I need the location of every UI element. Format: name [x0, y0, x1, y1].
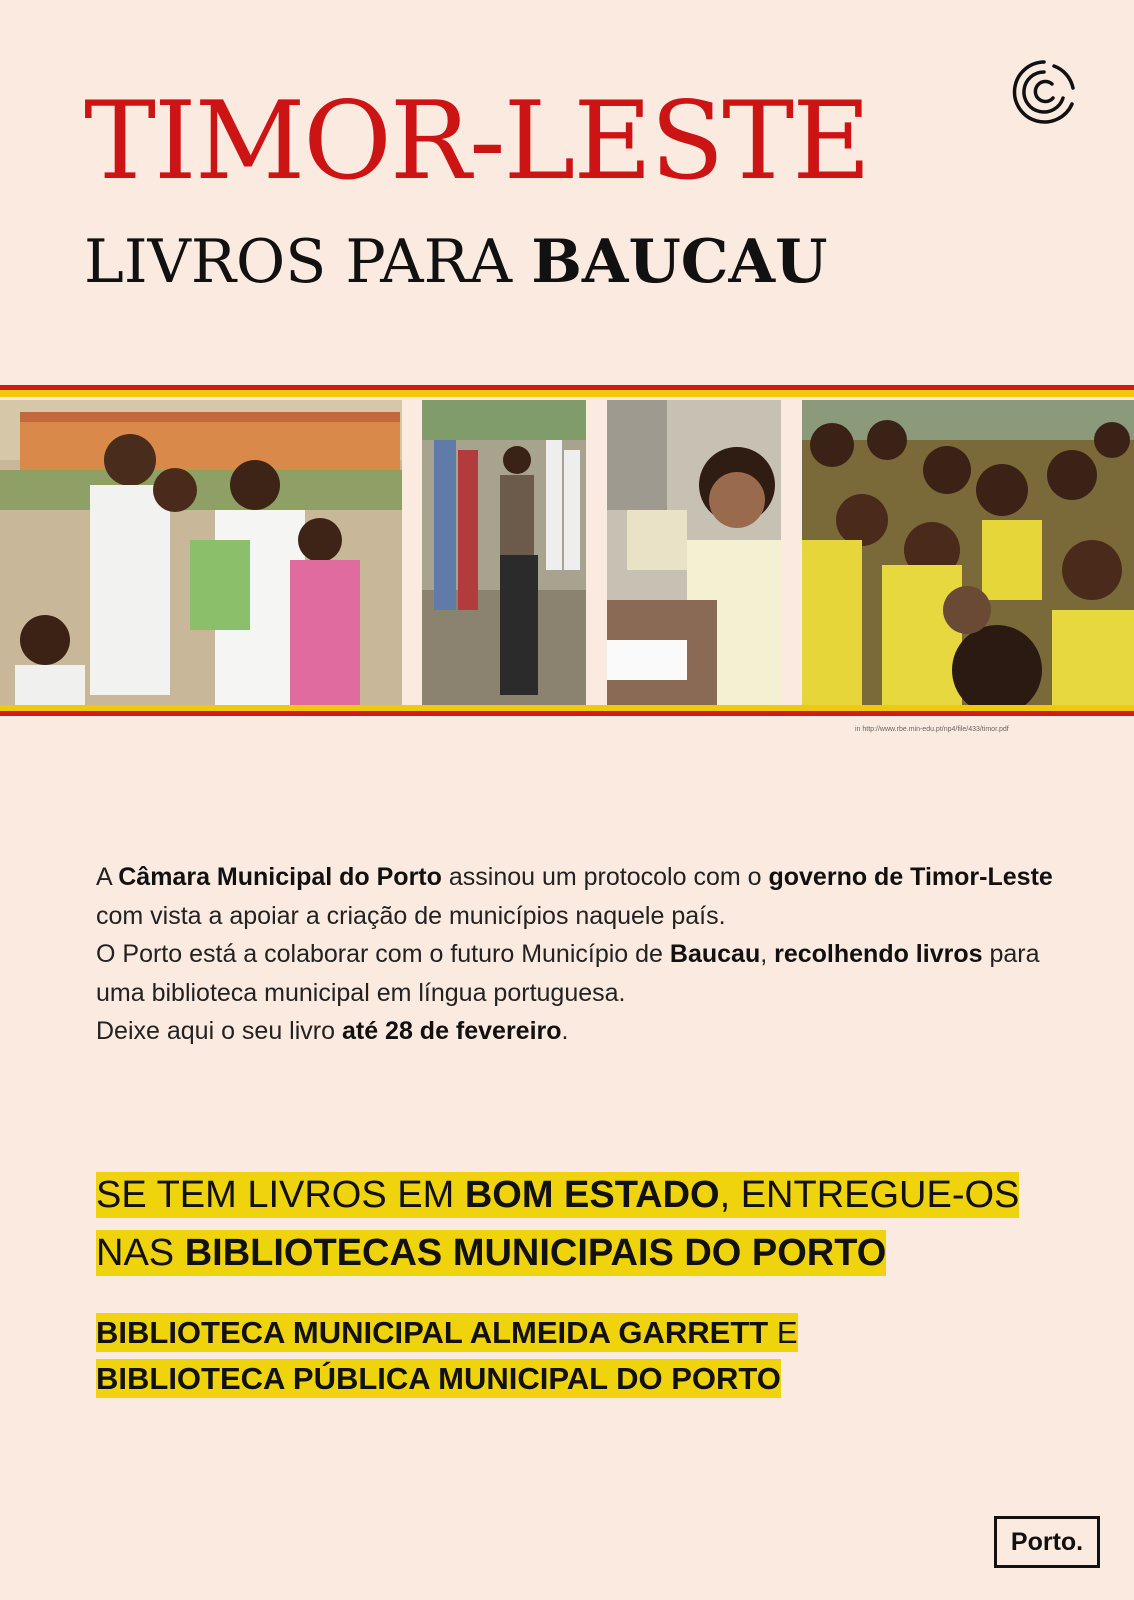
photo-source-note: in http://www.rbe.min-edu.pt/np4/file/433/timor.pdf [855, 726, 1009, 733]
photo-smiling-girl-reading [607, 400, 781, 705]
photo-children-group [802, 400, 1134, 705]
bold-text: governo de Timor-Leste [768, 863, 1053, 891]
subtitle-prefix: LIVROS PARA [84, 227, 532, 297]
text: assinou um protocolo com o [441, 863, 769, 891]
text: Deixe aqui o seu livro [96, 1017, 342, 1045]
bold-text: Baucau [669, 940, 761, 968]
callout-line-2 [96, 1224, 1019, 1282]
top-yellow-stripe [0, 390, 1134, 397]
bold-text: Câmara Municipal do Porto [118, 863, 442, 891]
library-name: BIBLIOTECA MUNICIPAL ALMEIDA GARRETT [96, 1315, 769, 1350]
page-title: TIMOR-LESTE [84, 79, 870, 204]
text: para uma biblioteca municipal em língua portuguesa. [96, 940, 1040, 1007]
text: NAS [96, 1232, 185, 1274]
text: com vista a apoiar a criação de municípios naquele país. [96, 901, 726, 930]
body-paragraph-2 [96, 935, 1056, 1012]
text: , ENTREGUE-OS [719, 1174, 1020, 1216]
text: , [760, 940, 775, 968]
text: O Porto está a colaborar com o futuro Município de [96, 940, 670, 968]
library-line-2 [96, 1356, 798, 1402]
library-line-1 [96, 1310, 798, 1356]
library-name: BIBLIOTECA PÚBLICA MUNICIPAL DO PORTO [96, 1361, 781, 1396]
text: A [96, 863, 119, 891]
callout-block [96, 1166, 1019, 1282]
porto-logo-text: Porto. [1010, 1527, 1084, 1556]
body-paragraph-1 [96, 858, 1056, 935]
text: E [768, 1315, 798, 1350]
bold-text: até 28 de fevereiro [341, 1017, 562, 1045]
bold-text: BIBLIOTECAS MUNICIPAIS DO PORTO [184, 1232, 887, 1274]
text: . [561, 1017, 569, 1045]
porto-logo [994, 1516, 1100, 1568]
bold-text: BOM ESTADO [464, 1174, 720, 1216]
text: SE TEM LIVROS EM [96, 1174, 465, 1216]
photo-girl-traditional-dress [422, 400, 586, 705]
bottom-red-stripe [0, 711, 1134, 716]
photo-school-girls [0, 400, 402, 705]
page-subtitle [84, 227, 828, 297]
bold-text: recolhendo livros [774, 940, 983, 968]
callout-line-1 [96, 1166, 1019, 1224]
body-paragraph-3 [96, 1012, 1056, 1051]
libraries-block [96, 1310, 798, 1402]
subtitle-bold: BAUCAU [531, 227, 828, 297]
concentric-c-logo-icon [1010, 58, 1078, 126]
body-text [96, 858, 1056, 1051]
